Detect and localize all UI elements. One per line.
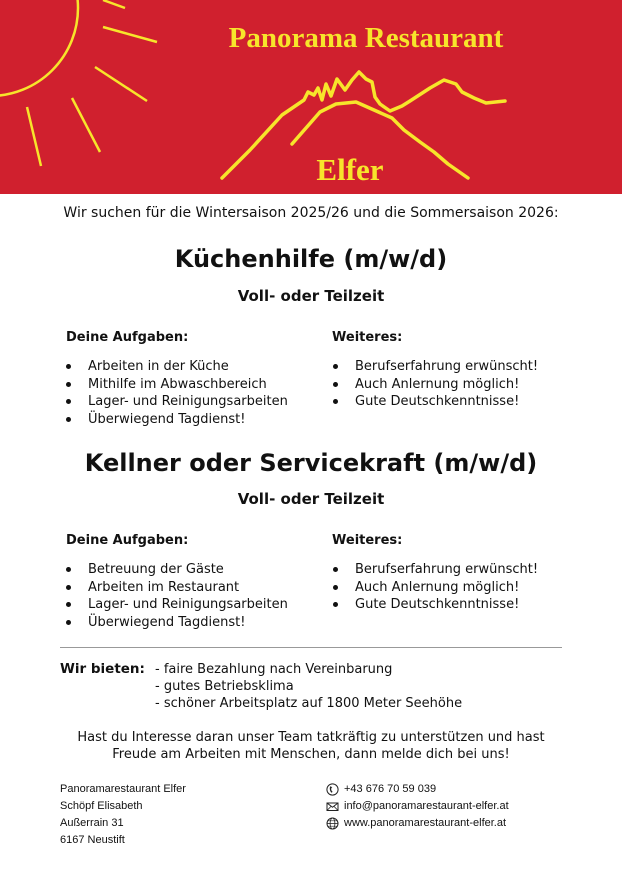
job-title-kitchen: Küchenhilfe (m/w/d) (174, 245, 448, 273)
phone-row (326, 781, 509, 798)
list-item: Gute Deutschkenntnisse! (329, 596, 538, 614)
list-item: Gute Deutschkenntnisse! (329, 393, 538, 411)
more-list (329, 358, 538, 411)
job-title-service: Kellner oder Servicekraft (m/w/d) (84, 449, 538, 477)
email-row (326, 798, 509, 815)
list-item: Auch Anlernung möglich! (329, 579, 538, 597)
list-item: - gutes Betriebsklima (155, 679, 294, 694)
job-subtitle-kitchen: Voll- oder Teilzeit (237, 287, 385, 305)
list-item: - faire Bezahlung nach Vereinbarung (155, 662, 393, 677)
website-link[interactable]: www.panoramarestaurant-elfer.at (344, 817, 507, 829)
address-line: Schöpf Elisabeth (60, 800, 143, 812)
list-item: - schöner Arbeitsplatz auf 1800 Meter Seehöhe (155, 696, 463, 711)
job-subtitle-service: Voll- oder Teilzeit (237, 490, 385, 508)
list-item: Arbeiten im Restaurant (62, 579, 288, 597)
list-item: Arbeiten in der Küche (62, 358, 288, 376)
phone-icon (326, 783, 339, 796)
intro-text: Wir suchen für die Wintersaison 2025/26 und die Sommersaison 2026: (63, 205, 559, 221)
more-heading: Weiteres: (332, 533, 403, 548)
more-heading: Weiteres: (332, 330, 403, 345)
divider (60, 647, 562, 648)
mail-icon (326, 800, 339, 813)
sun-icon (0, 0, 157, 166)
list-item: Lager- und Reinigungsarbeiten (62, 596, 288, 614)
list-item: Überwiegend Tagdienst! (62, 614, 288, 632)
list-item: Lager- und Reinigungsarbeiten (62, 393, 288, 411)
phone-number[interactable]: +43 676 70 59 039 (344, 783, 437, 795)
closing-line: Freude am Arbeiten mit Menschen, dann melde dich bei uns! (112, 747, 510, 762)
closing-text (0, 729, 622, 763)
more-list (329, 561, 538, 614)
tasks-list (62, 561, 288, 631)
globe-icon (326, 817, 339, 830)
tasks-list (62, 358, 288, 428)
list-item: Berufserfahrung erwünscht! (329, 561, 538, 579)
restaurant-subname: Elfer (316, 152, 384, 187)
offer-list (155, 661, 462, 712)
list-item: Berufserfahrung erwünscht! (329, 358, 538, 376)
restaurant-name: Panorama Restaurant (228, 22, 504, 54)
offer-label: Wir bieten: (60, 661, 145, 677)
tasks-heading: Deine Aufgaben: (66, 533, 189, 548)
list-item: Mithilfe im Abwaschbereich (62, 376, 288, 394)
address-line: Panoramarestaurant Elfer (60, 783, 186, 795)
list-item: Auch Anlernung möglich! (329, 376, 538, 394)
closing-line: Hast du Interesse daran unser Team tatkräftig zu unterstützen und hast (77, 730, 545, 745)
header-banner (0, 0, 622, 194)
web-row (326, 815, 509, 832)
address-line: Außerrain 31 (60, 817, 124, 829)
list-item: Betreuung der Gäste (62, 561, 288, 579)
email-link[interactable]: info@panoramarestaurant-elfer.at (344, 800, 509, 812)
address-line: 6167 Neustift (60, 834, 125, 846)
address-block (60, 781, 186, 849)
list-item: Überwiegend Tagdienst! (62, 411, 288, 429)
contact-block (326, 781, 509, 832)
tasks-heading: Deine Aufgaben: (66, 330, 189, 345)
